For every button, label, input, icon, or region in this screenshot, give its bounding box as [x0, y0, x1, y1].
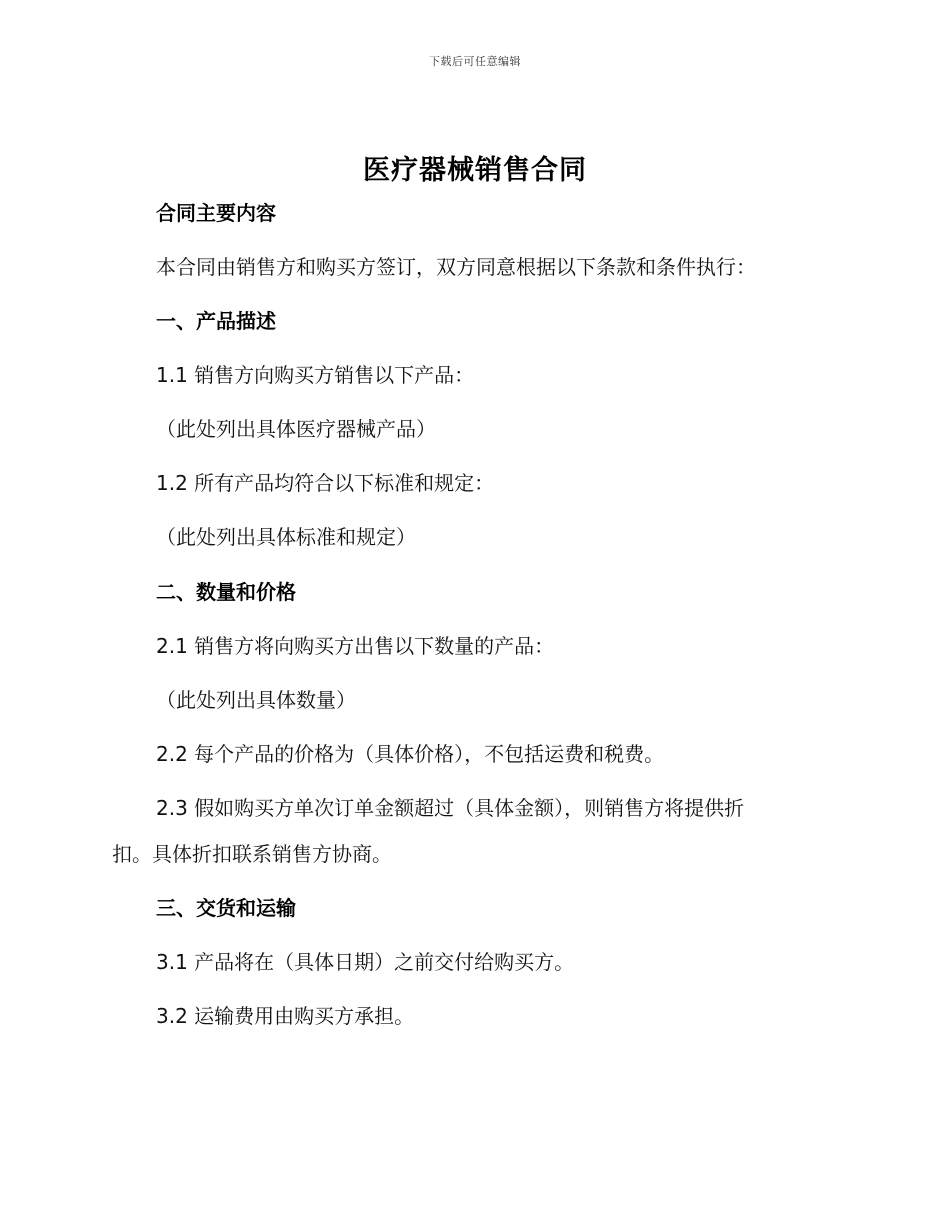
clause-2-2: 2.2 每个产品的价格为（具体价格），不包括运费和税费。 [156, 742, 665, 766]
page-header: 下载后可任意编辑 [429, 55, 521, 68]
clause-2-3: 2.3 假如购买方单次订单金额超过（具体金额），则销售方将提供折 [156, 796, 745, 820]
placeholder-quantity: （此处列出具体数量） [156, 688, 356, 712]
placeholder-standards: （此处列出具体标准和规定） [156, 525, 416, 549]
intro-paragraph: 本合同由销售方和购买方签订，双方同意根据以下条款和条件执行： [156, 255, 756, 279]
clause-2-3-continuation: 扣。具体折扣联系销售方协商。 [112, 842, 392, 866]
clause-1-2: 1.2 所有产品均符合以下标准和规定： [156, 471, 495, 495]
clause-3-2: 3.2 运输费用由购买方承担。 [156, 1004, 415, 1028]
clause-3-1: 3.1 产品将在（具体日期）之前交付给购买方。 [156, 950, 575, 974]
section-heading-product-description: 一、产品描述 [156, 309, 276, 333]
section-heading-quantity-price: 二、数量和价格 [156, 580, 296, 604]
clause-1-1: 1.1 销售方向购买方销售以下产品： [156, 363, 475, 387]
clause-2-1: 2.1 销售方将向购买方出售以下数量的产品： [156, 634, 555, 658]
document-title: 医疗器械销售合同 [363, 155, 587, 186]
placeholder-products: （此处列出具体医疗器械产品） [156, 417, 436, 441]
section-heading-delivery-shipping: 三、交货和运输 [156, 896, 296, 920]
section-heading-main-content: 合同主要内容 [156, 201, 276, 225]
